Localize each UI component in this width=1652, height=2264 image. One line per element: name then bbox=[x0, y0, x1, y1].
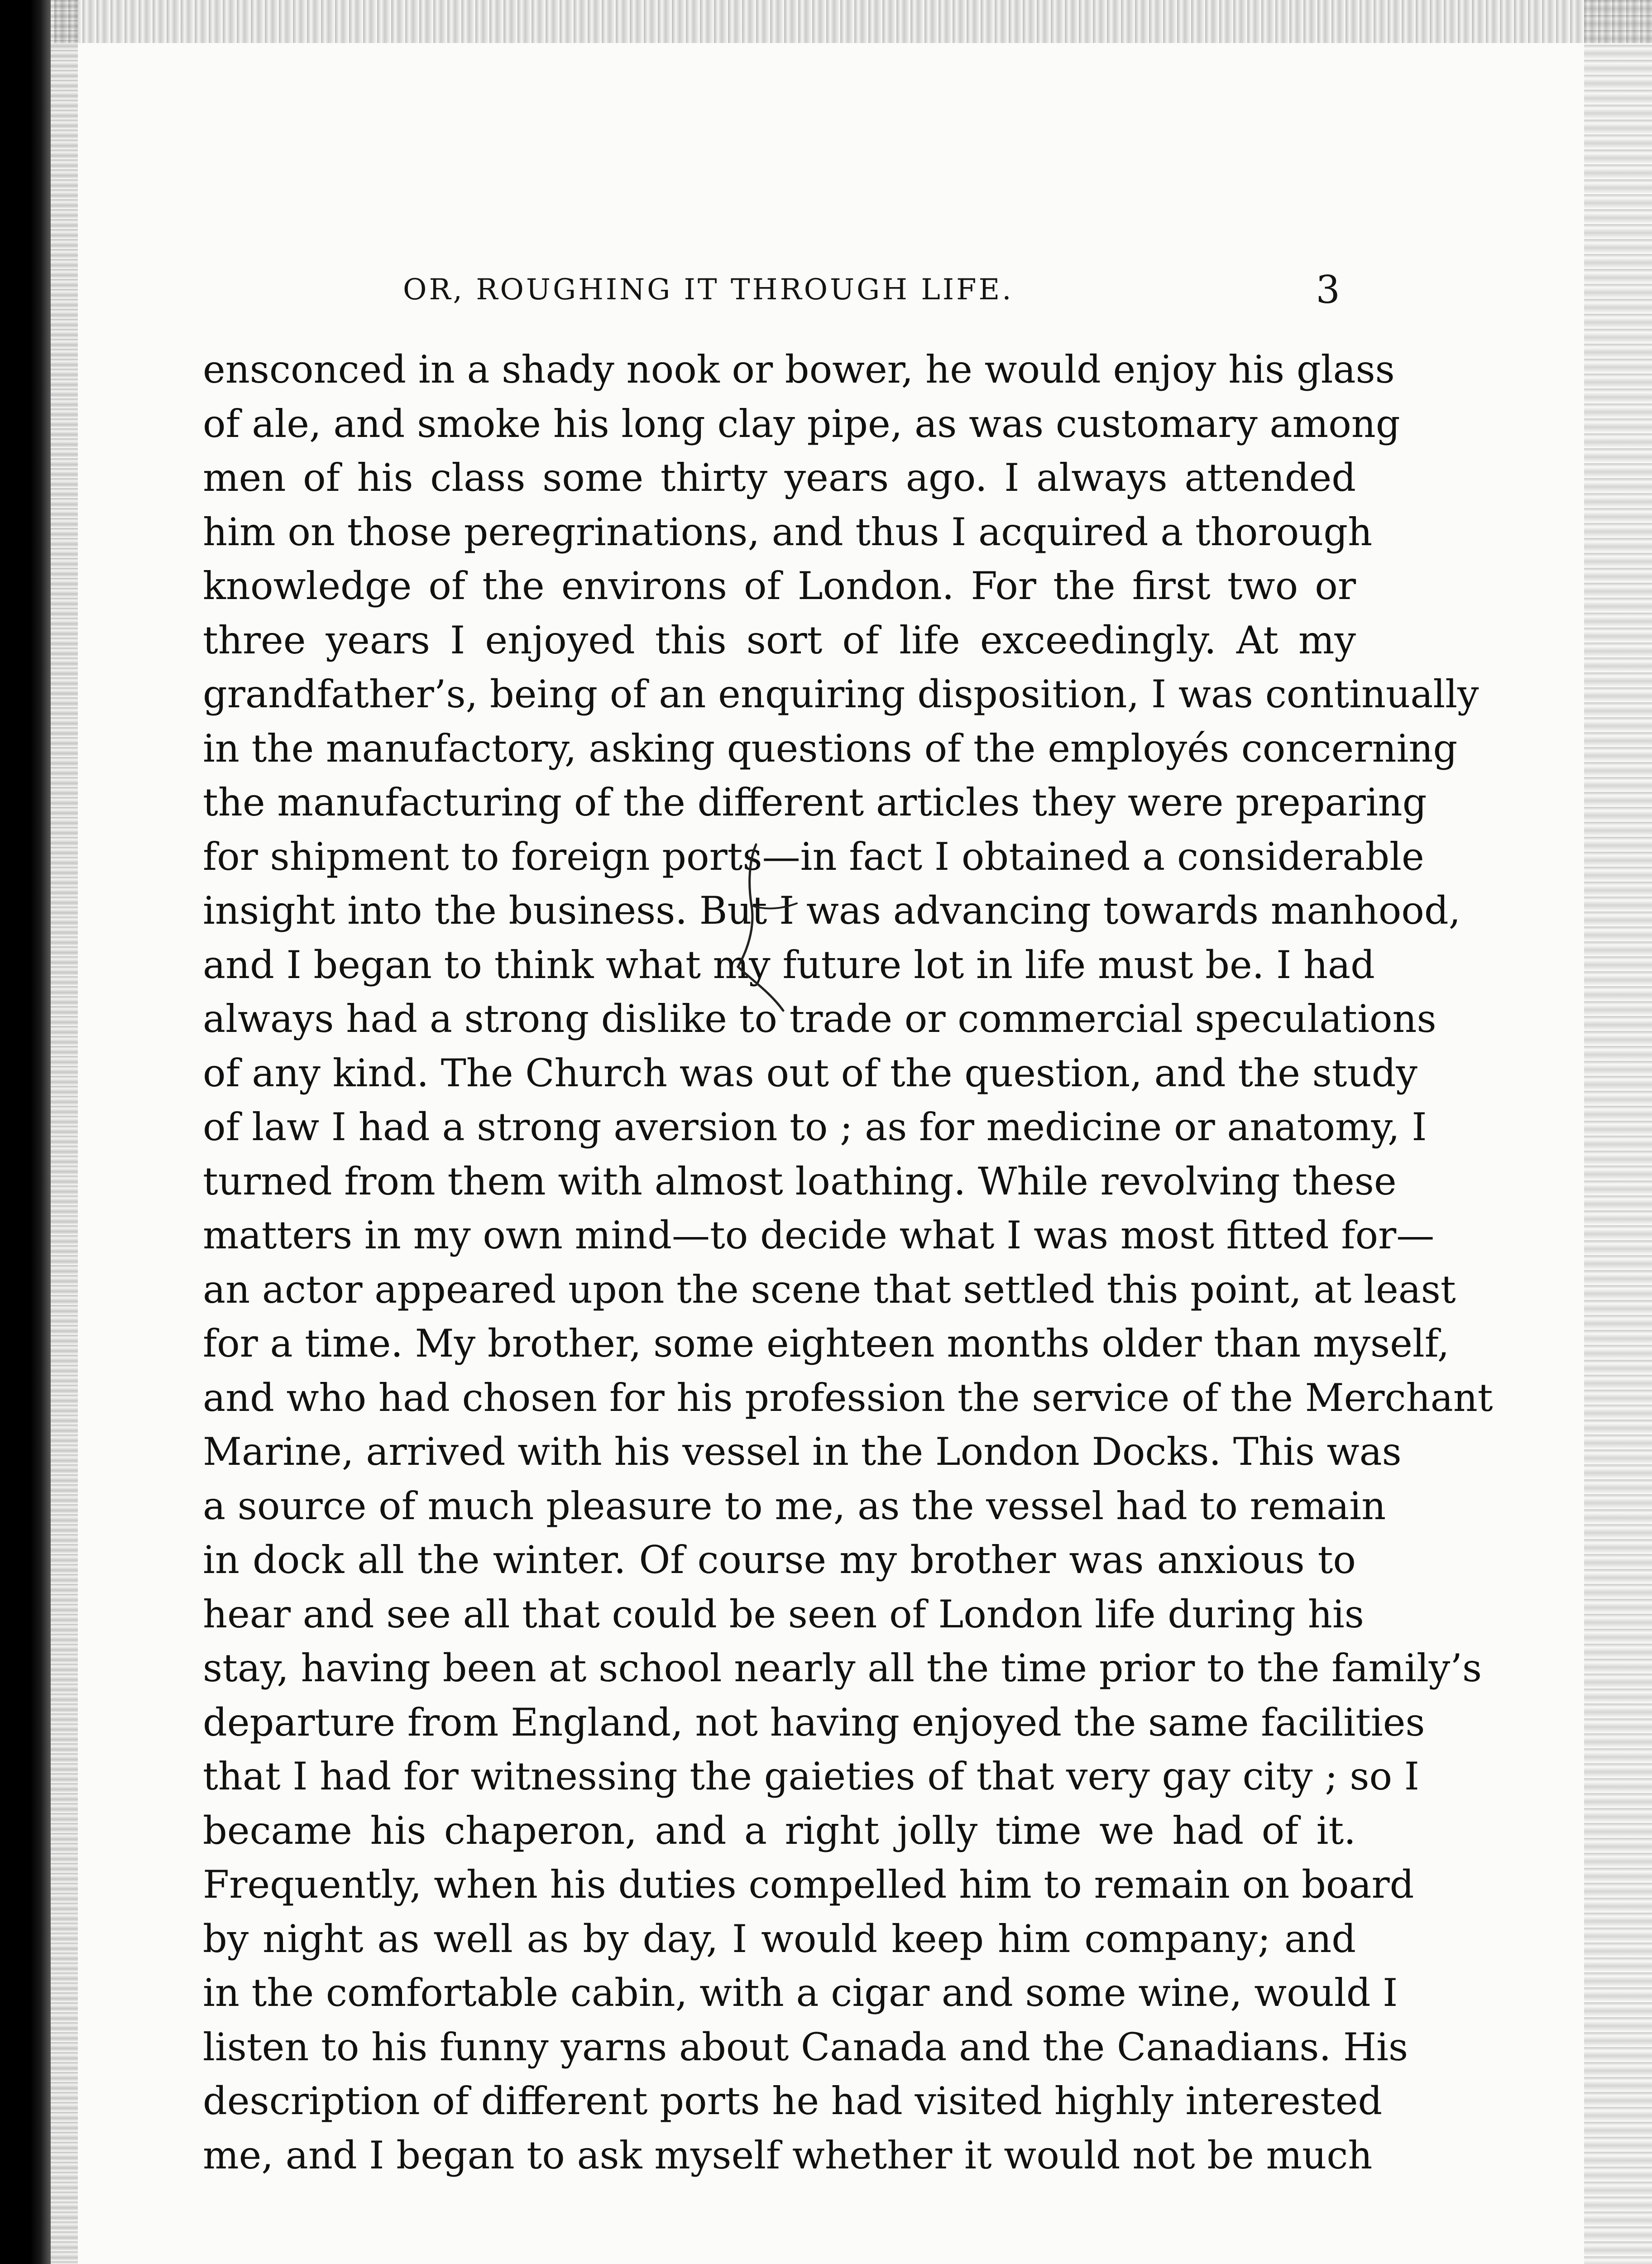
text-line: for shipment to foreign ports—in fact I obtained a considerable bbox=[203, 834, 1424, 879]
text-line: and I began to think what my future lot in life must be. I had bbox=[203, 942, 1375, 987]
text-line: description of different ports he had visited highly interested bbox=[203, 2079, 1383, 2123]
text-line: that I had for witnessing the gaieties of that very gay city ; so I bbox=[203, 1754, 1419, 1799]
text-line: of ale, and smoke his long clay pipe, as was customary among bbox=[203, 401, 1400, 446]
spine-edge-texture bbox=[51, 0, 78, 2264]
text-line: him on those peregrinations, and thus I acquired a thorough bbox=[203, 509, 1373, 554]
text-line: the manufacturing of the different articles they were preparing bbox=[203, 780, 1427, 825]
text-line: for a time. My brother, some eighteen months older than myself, bbox=[203, 1321, 1450, 1366]
running-title: OR, ROUGHING IT THROUGH LIFE. bbox=[403, 273, 1014, 307]
text-line: became his chaperon, and a right jolly time we had of it. bbox=[203, 1808, 1356, 1853]
text-line: hear and see all that could be seen of London life during his bbox=[203, 1592, 1364, 1636]
text-line: of law I had a strong aversion to ; as for medicine or anatomy, I bbox=[203, 1105, 1427, 1149]
text-line: and who had chosen for his profession the service of the Merchant bbox=[203, 1375, 1493, 1420]
text-line: departure from England, not having enjoyed the same facilities bbox=[203, 1700, 1425, 1745]
text-line: Marine, arrived with his vessel in the London Docks. This was bbox=[203, 1429, 1402, 1474]
text-line: me, and I began to ask myself whether it would not be much bbox=[203, 2133, 1373, 2178]
text-line: stay, having been at school nearly all the time prior to the family’s bbox=[203, 1646, 1482, 1690]
text-line: listen to his funny yarns about Canada and the Canadians. His bbox=[203, 2024, 1408, 2069]
text-line: by night as well as by day, I would keep him company; and bbox=[203, 1916, 1356, 1961]
text-line: knowledge of the environs of London. For the first two or bbox=[203, 564, 1356, 608]
page-edge-right bbox=[1584, 0, 1652, 2264]
page-edge-top bbox=[54, 0, 1652, 43]
text-line: turned from them with almost loathing. While revolving these bbox=[203, 1159, 1397, 1204]
text-line: grandfather’s, being of an enquiring disposition, I was continually bbox=[203, 672, 1479, 716]
text-line: of any kind. The Church was out of the question, and the study bbox=[203, 1050, 1417, 1095]
text-line: matters in my own mind—to decide what I was most fitted for— bbox=[203, 1213, 1435, 1257]
text-line: Frequently, when his duties compelled him to remain on board bbox=[203, 1862, 1414, 1907]
text-line: three years I enjoyed this sort of life exceedingly. At my bbox=[203, 618, 1356, 662]
text-line: an actor appeared upon the scene that settled this point, at least bbox=[203, 1267, 1456, 1312]
text-line: insight into the business. But I was advancing towards manhood, bbox=[203, 888, 1461, 933]
page-number: 3 bbox=[1316, 268, 1340, 312]
text-line: a source of much pleasure to me, as the vessel had to remain bbox=[203, 1483, 1386, 1528]
text-line: in dock all the winter. Of course my brother was anxious to bbox=[203, 1538, 1356, 1582]
text-line: ensconced in a shady nook or bower, he would enjoy his glass bbox=[203, 347, 1395, 392]
body-text bbox=[203, 343, 1493, 2182]
running-head bbox=[199, 265, 1340, 315]
text-line: in the comfortable cabin, with a cigar and some wine, would I bbox=[203, 1971, 1398, 2015]
book-spine-shadow bbox=[0, 0, 51, 2264]
text-line: always had a strong dislike to trade or commercial speculations bbox=[203, 997, 1437, 1041]
text-line: in the manufactory, asking questions of the employés concerning bbox=[203, 726, 1458, 771]
text-line: men of his class some thirty years ago. I always attended bbox=[203, 456, 1356, 500]
